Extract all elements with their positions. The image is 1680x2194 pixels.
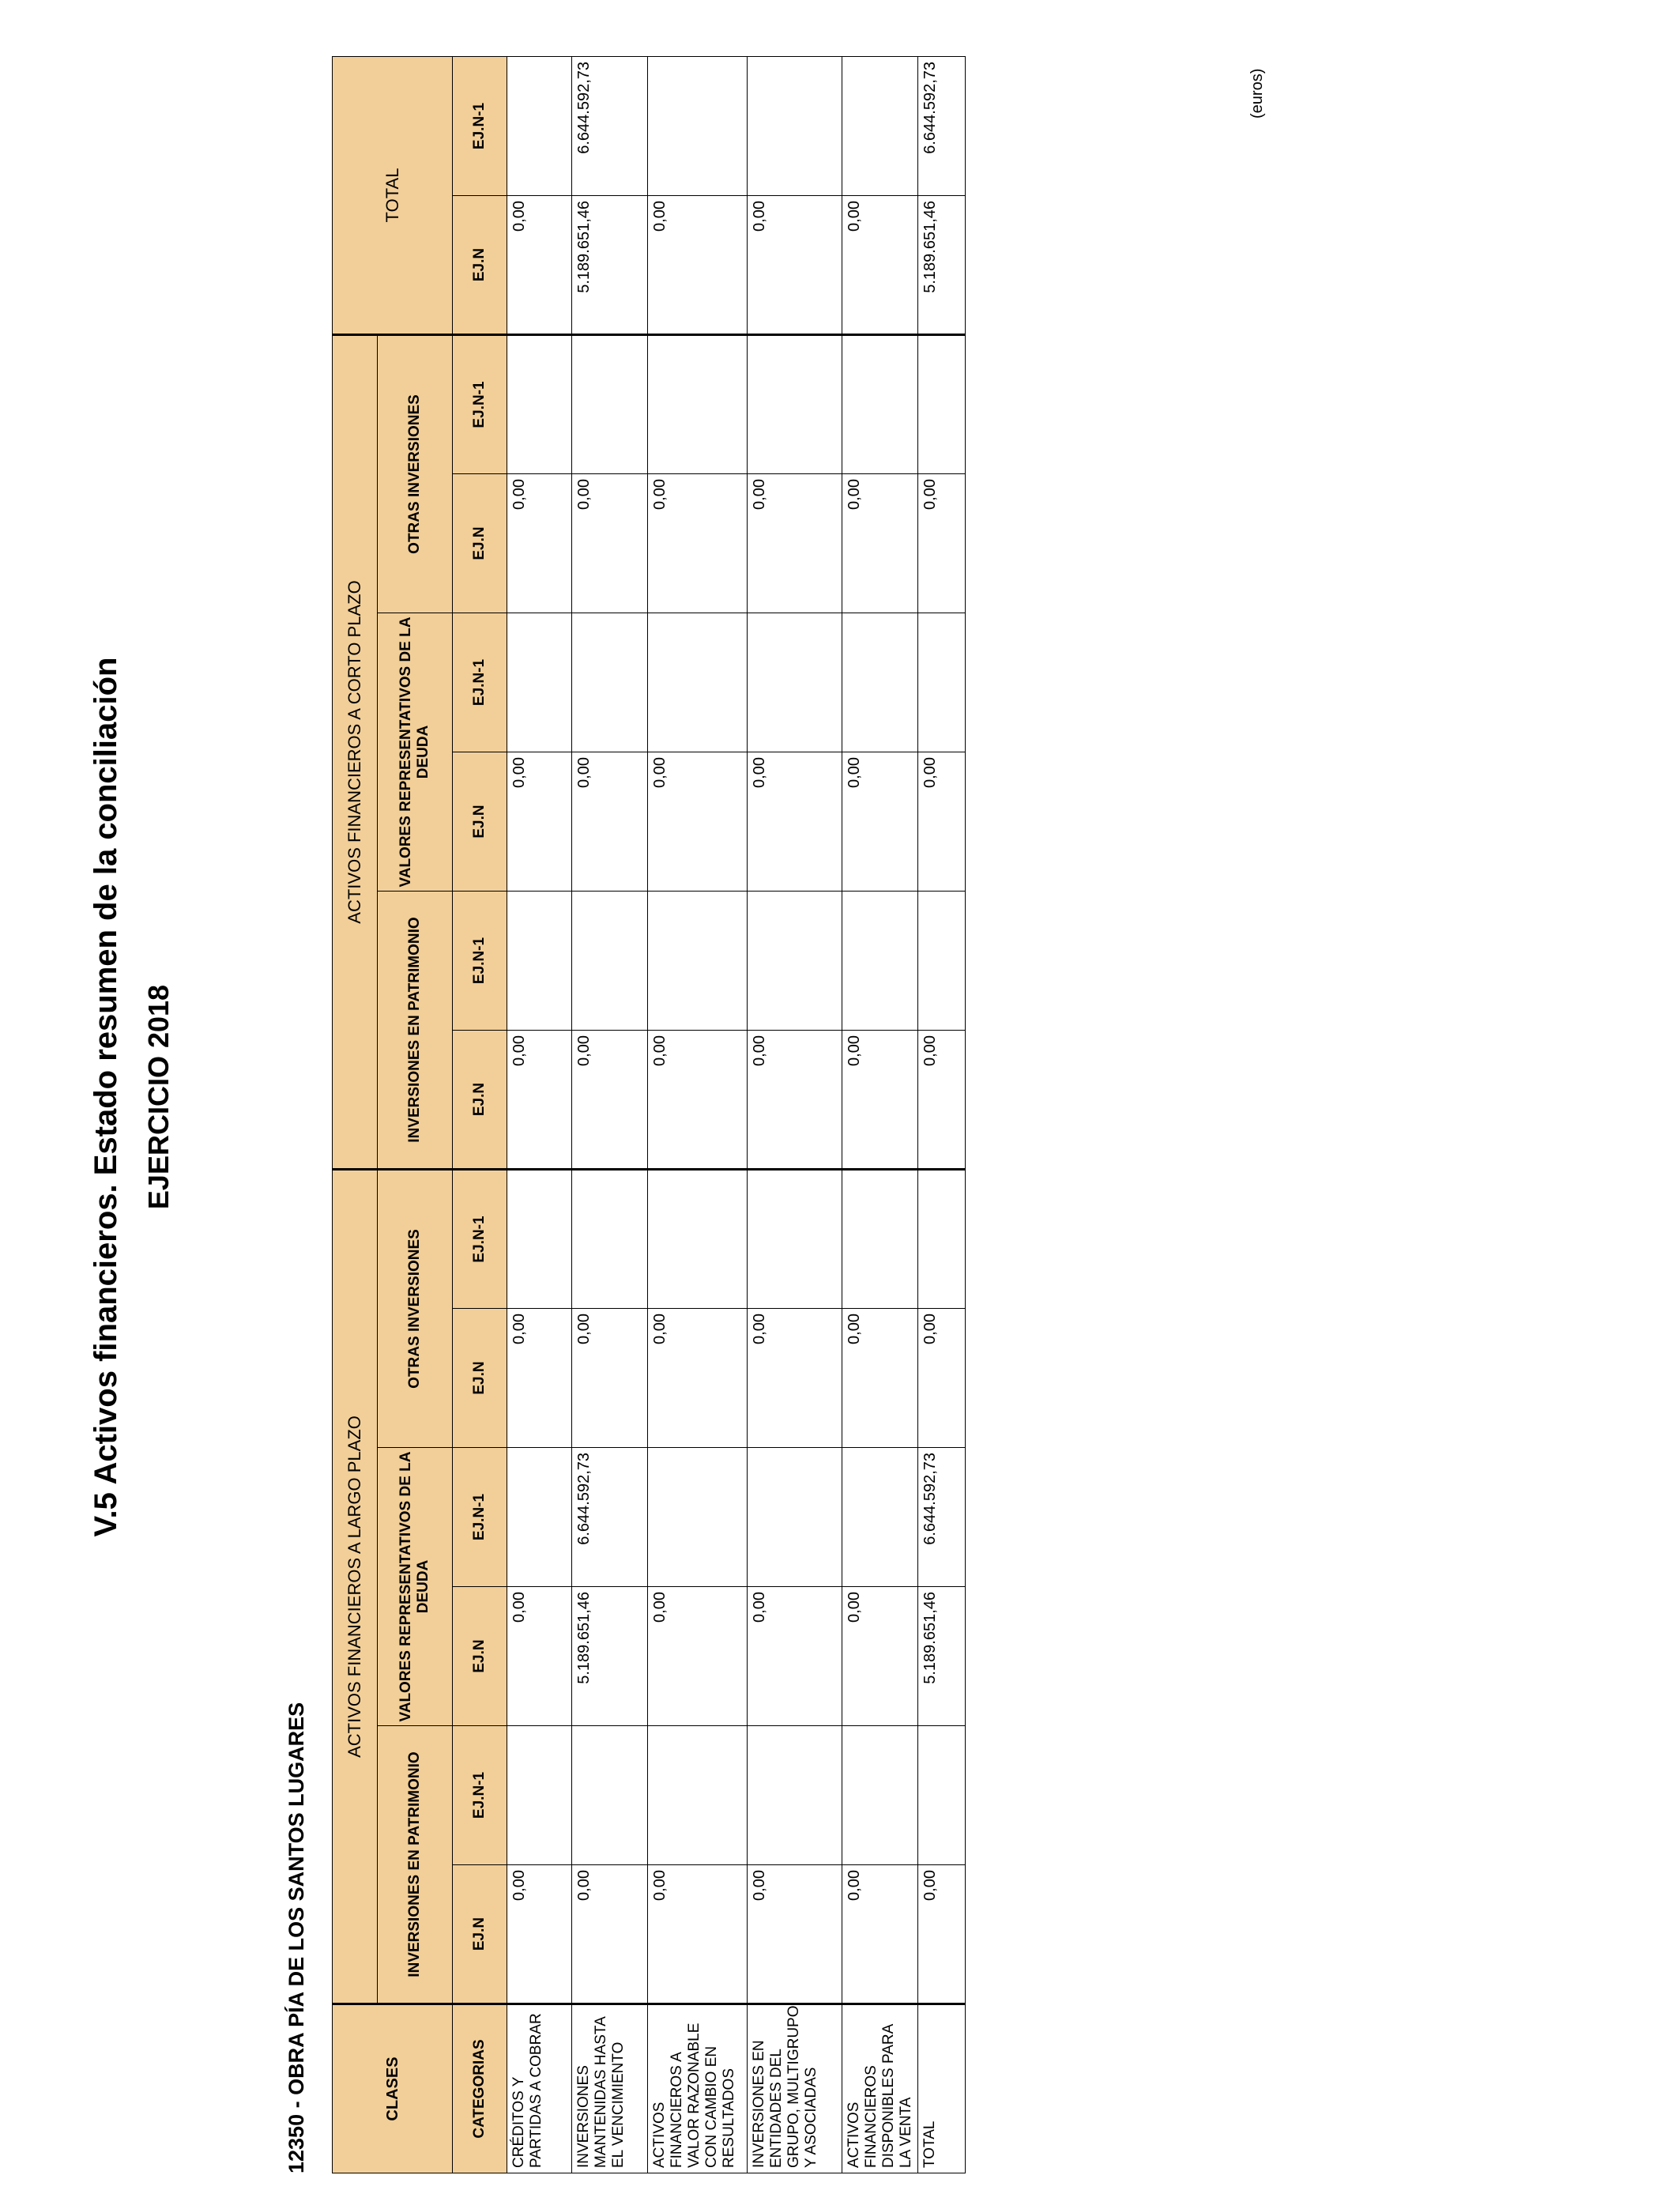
value-cell: 0,00	[507, 1031, 572, 1170]
value-cell: 0,00	[507, 474, 572, 613]
value-cell: 0,00	[842, 1309, 918, 1448]
value-cell	[507, 1448, 572, 1587]
header-cp-inv-patrimonio: INVERSIONES EN PATRIMONIO	[378, 892, 453, 1170]
value-cell: 0,00	[748, 1865, 842, 2004]
value-cell: 0,00	[648, 752, 748, 892]
value-cell	[507, 1726, 572, 1865]
value-cell: 5.189.651,46	[918, 196, 966, 335]
value-cell	[507, 613, 572, 752]
value-cell: 0,00	[918, 1031, 966, 1170]
value-cell: 0,00	[918, 1309, 966, 1448]
value-cell: 0,00	[507, 1865, 572, 2004]
row-category: CRÉDITOS Y PARTIDAS A COBRAR	[507, 2004, 572, 2173]
financial-assets-table	[332, 56, 966, 2173]
value-cell: 5.189.651,46	[572, 196, 648, 335]
value-cell	[572, 335, 648, 474]
value-cell	[648, 1448, 748, 1587]
row-category: INVERSIONES MANTENIDAS HASTA EL VENCIMIENTO	[572, 2004, 648, 2173]
value-cell: 0,00	[748, 752, 842, 892]
value-cell: 0,00	[842, 474, 918, 613]
value-cell	[572, 1170, 648, 1309]
value-cell	[748, 57, 842, 196]
value-cell	[572, 613, 648, 752]
value-cell: 0,00	[648, 1865, 748, 2004]
value-cell	[918, 613, 966, 752]
value-cell	[507, 57, 572, 196]
header-year: EJ.N	[453, 1587, 507, 1726]
header-year: EJ.N	[453, 1309, 507, 1448]
value-cell	[572, 1726, 648, 1865]
table-row	[648, 57, 748, 2173]
value-cell: 6.644.592,73	[572, 1448, 648, 1587]
row-category: ACTIVOS FINANCIEROS A VALOR RAZONABLE CON CAMBIO EN RESULTADOS	[648, 2004, 748, 2173]
value-cell	[842, 1448, 918, 1587]
header-year: EJ.N-1	[453, 892, 507, 1031]
header-largo-plazo: ACTIVOS FINANCIEROS A LARGO PLAZO	[333, 1170, 378, 2004]
value-cell: 6.644.592,73	[918, 57, 966, 196]
table-row	[748, 57, 842, 2173]
table-row	[507, 57, 572, 2173]
value-cell: 0,00	[648, 196, 748, 335]
value-cell: 0,00	[572, 1031, 648, 1170]
value-cell	[748, 335, 842, 474]
table-row	[572, 57, 648, 2173]
header-year: EJ.N	[453, 752, 507, 892]
value-cell	[842, 1726, 918, 1865]
value-cell: 6.644.592,73	[918, 1448, 966, 1587]
value-cell	[648, 335, 748, 474]
header-year: EJ.N	[453, 1865, 507, 2004]
value-cell	[572, 892, 648, 1031]
value-cell	[648, 613, 748, 752]
value-cell: 0,00	[507, 196, 572, 335]
value-cell: 6.644.592,73	[572, 57, 648, 196]
table-row	[918, 57, 966, 2173]
value-cell: 0,00	[748, 196, 842, 335]
header-total: TOTAL	[333, 57, 453, 335]
value-cell: 0,00	[507, 1587, 572, 1726]
value-cell	[648, 892, 748, 1031]
value-cell: 0,00	[748, 474, 842, 613]
value-cell	[648, 57, 748, 196]
value-cell: 0,00	[648, 1587, 748, 1726]
value-cell: 0,00	[572, 1865, 648, 2004]
header-lp-otras-inversiones: OTRAS INVERSIONES	[378, 1170, 453, 1448]
value-cell: 0,00	[842, 1865, 918, 2004]
value-cell	[918, 335, 966, 474]
value-cell	[842, 335, 918, 474]
header-year: EJ.N-1	[453, 335, 507, 474]
value-cell: 0,00	[842, 1587, 918, 1726]
value-cell: 0,00	[918, 1865, 966, 2004]
value-cell: 0,00	[748, 1587, 842, 1726]
value-cell: 0,00	[918, 474, 966, 613]
value-cell: 0,00	[572, 1309, 648, 1448]
header-year: EJ.N	[453, 474, 507, 613]
header-year: EJ.N-1	[453, 1448, 507, 1587]
value-cell: 0,00	[842, 196, 918, 335]
header-year: EJ.N-1	[453, 57, 507, 196]
value-cell: 0,00	[572, 752, 648, 892]
header-corto-plazo: ACTIVOS FINANCIEROS A CORTO PLAZO	[333, 335, 378, 1170]
header-year: EJ.N-1	[453, 613, 507, 752]
header-lp-valores-deuda: VALORES REPRESENTATIVOS DE LA DEUDA	[378, 1448, 453, 1726]
header-year: EJ.N-1	[453, 1726, 507, 1865]
value-cell	[748, 613, 842, 752]
value-cell	[507, 1170, 572, 1309]
value-cell: 0,00	[918, 752, 966, 892]
value-cell	[748, 1448, 842, 1587]
header-clases: CLASES	[333, 2004, 453, 2173]
header-cp-valores-deuda: VALORES REPRESENTATIVOS DE LA DEUDA	[378, 613, 453, 892]
header-year: EJ.N	[453, 196, 507, 335]
value-cell: 5.189.651,46	[572, 1587, 648, 1726]
value-cell: 0,00	[648, 1031, 748, 1170]
page-title: V.5 Activos financieros. Estado resumen de la conciliación	[89, 657, 123, 1537]
value-cell	[748, 892, 842, 1031]
value-cell	[918, 892, 966, 1031]
value-cell: 5.189.651,46	[918, 1587, 966, 1726]
value-cell	[842, 1170, 918, 1309]
table-row	[842, 57, 918, 2173]
value-cell: 0,00	[648, 474, 748, 613]
value-cell: 0,00	[842, 752, 918, 892]
value-cell	[842, 892, 918, 1031]
value-cell	[918, 1726, 966, 1865]
row-category: TOTAL	[918, 2004, 966, 2173]
value-cell	[748, 1726, 842, 1865]
value-cell: 0,00	[507, 752, 572, 892]
header-cp-otras-inversiones: OTRAS INVERSIONES	[378, 335, 453, 613]
value-cell: 0,00	[748, 1309, 842, 1448]
value-cell: 0,00	[748, 1031, 842, 1170]
value-cell: 0,00	[507, 1309, 572, 1448]
value-cell: 0,00	[842, 1031, 918, 1170]
row-category: INVERSIONES EN ENTIDADES DEL GRUPO, MULTIGRUPO Y ASOCIADAS	[748, 2004, 842, 2173]
units-label: (euros)	[1249, 68, 1266, 119]
value-cell	[507, 892, 572, 1031]
value-cell	[507, 335, 572, 474]
header-year: EJ.N-1	[453, 1170, 507, 1309]
value-cell	[648, 1726, 748, 1865]
value-cell	[918, 1170, 966, 1309]
table-body	[507, 57, 966, 2173]
header-lp-inv-patrimonio: INVERSIONES EN PATRIMONIO	[378, 1726, 453, 2004]
value-cell	[648, 1170, 748, 1309]
value-cell: 0,00	[648, 1309, 748, 1448]
entity-name: 12350 - OBRA PÍA DE LOS SANTOS LUGARES	[284, 1702, 308, 2173]
value-cell: 0,00	[572, 474, 648, 613]
value-cell	[748, 1170, 842, 1309]
page-subtitle: EJERCICIO 2018	[142, 984, 175, 1210]
header-year: EJ.N	[453, 1031, 507, 1170]
header-categorias: CATEGORIAS	[453, 2004, 507, 2173]
value-cell	[842, 613, 918, 752]
row-category: ACTIVOS FINANCIEROS DISPONIBLES PARA LA VENTA	[842, 2004, 918, 2173]
value-cell	[842, 57, 918, 196]
